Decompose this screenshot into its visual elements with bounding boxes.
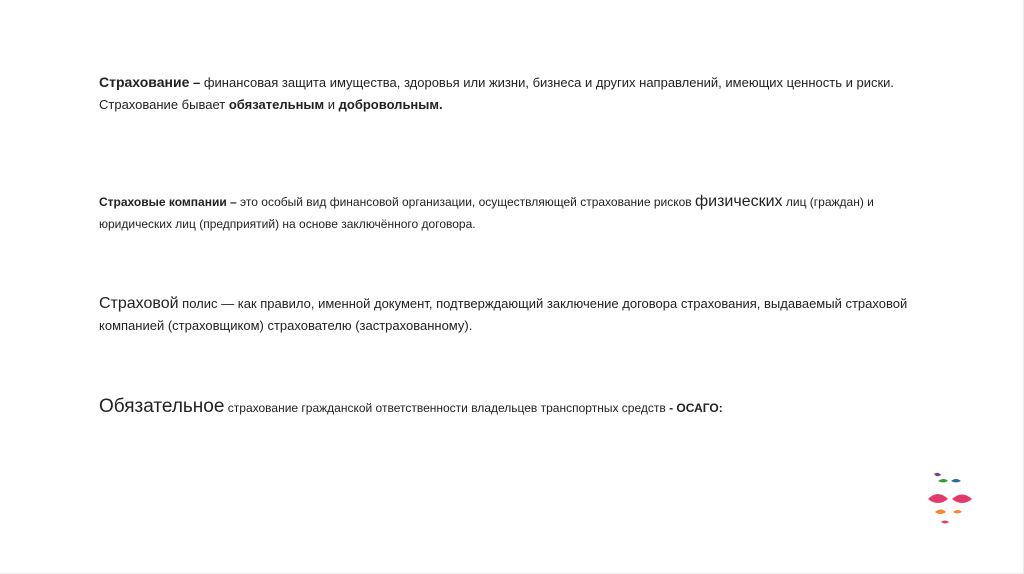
osago-label: - ОСАГО:: [669, 401, 723, 415]
term-mandatory: Обязательное: [99, 396, 225, 417]
petal-icon: [934, 473, 941, 477]
definition-text: — как правило, именной документ, подтверждающий заключение договора страхования, выдаваемый страховой компанией (страховщиком) страхователю (застрахованному).: [99, 296, 908, 333]
emphasis-physical: физических: [694, 193, 783, 210]
petal-icon: [935, 510, 946, 515]
definition-insurance-policy: [99, 293, 929, 337]
petal-icon: [951, 479, 961, 483]
emphasis-mandatory: обязательным: [228, 97, 325, 112]
term-policy-2: полис: [178, 296, 218, 311]
term-policy-1: Страховой: [99, 295, 179, 312]
definition-insurance: [99, 71, 929, 116]
term-insurance-companies: Страховые компании –: [99, 195, 237, 209]
conjunction: и: [324, 97, 339, 112]
definition-osago: [99, 395, 929, 420]
petal-icon: [953, 510, 962, 514]
decorative-petals-logo-icon: [924, 472, 976, 528]
definition-text: страхование гражданской ответственности владельцев транспортных средств: [224, 401, 670, 415]
emphasis-voluntary: добровольным.: [338, 97, 443, 112]
petal-icon: [938, 479, 948, 483]
definition-text: это особый вид финансовой организации, осуществляющей страхование рисков: [236, 195, 695, 209]
definition-insurance-companies: [99, 191, 929, 235]
definition-text: финансовая защита имущества, здоровья или жизни, бизнеса и других направлений, имеющих ценность и риски. Страхование бывает: [99, 75, 895, 112]
dash: –: [189, 75, 204, 90]
petal-icon: [952, 495, 972, 504]
term-insurance: Страхование: [99, 74, 190, 90]
definition-text-2: лиц (граждан) и юридических лиц (предприятий) на основе заключённого договора.: [99, 195, 874, 231]
petal-icon: [941, 521, 949, 524]
petal-icon: [928, 494, 948, 503]
